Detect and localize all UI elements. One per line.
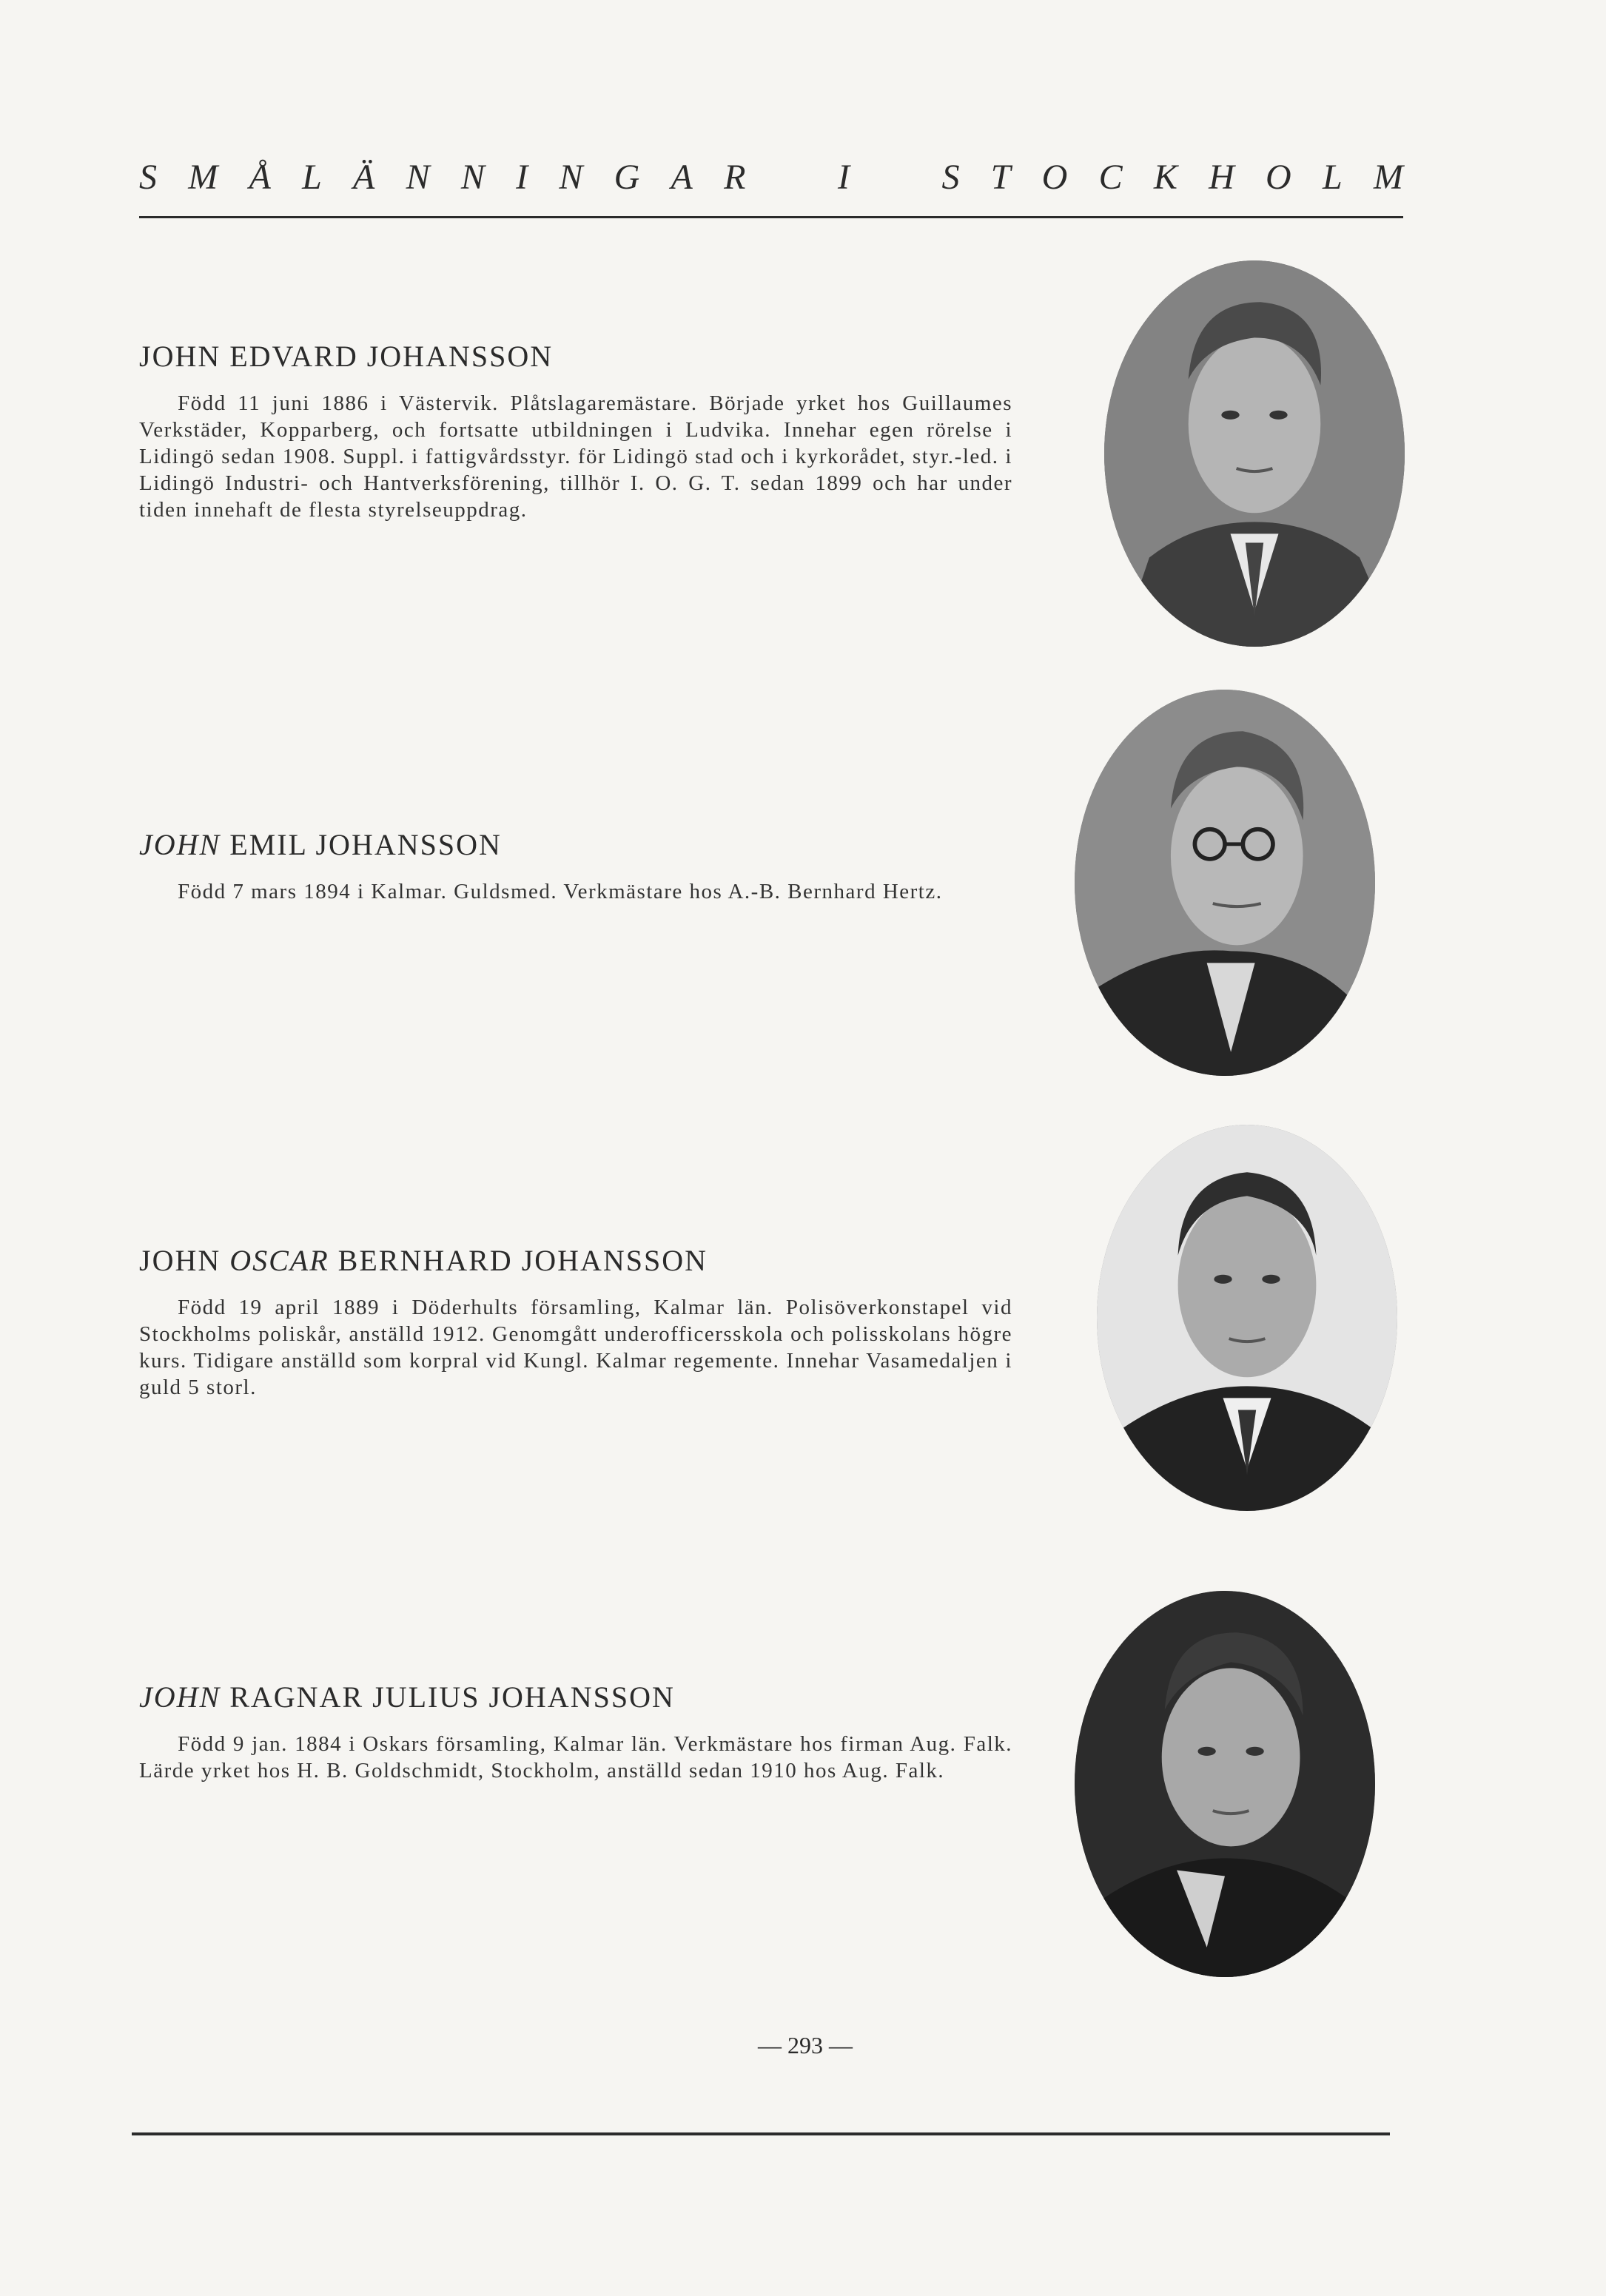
header-letter: L bbox=[1322, 158, 1343, 197]
person-name bbox=[139, 827, 1012, 862]
portrait-photo bbox=[1104, 260, 1405, 647]
person-name bbox=[139, 1680, 1012, 1714]
header-letter: T bbox=[990, 158, 1011, 197]
portrait-photo bbox=[1075, 690, 1375, 1076]
header-letter: R bbox=[724, 158, 746, 197]
person-biography: Född 11 juni 1886 i Västervik. Plåtslagaremästare. Började yrket hos Guillaumes Verkstäder, Kopparberg, och fortsatte utbildningen i Ludvika. Innehar egen rörelse i Lidingö sedan 1908. Suppl. i fattigvårdsstyr. för Lidingö stad och i kyrkorådet, styr.-led. i Lidingö Industri- och Hantverksförening, tillhör I. O. G. T. sedan 1899 och har under tiden innehaft de flesta styrelseuppdrag. bbox=[139, 391, 1012, 522]
name-rest: EMIL JOHANSSON bbox=[221, 828, 502, 861]
person-biography: Född 7 mars 1894 i Kalmar. Guldsmed. Verkmästare hos A.-B. Bernhard Hertz. bbox=[178, 880, 943, 903]
person-biography: Född 9 jan. 1884 i Oskars församling, Kalmar län. Verkmästare hos firman Aug. Falk. Lärde yrket hos H. B. Goldschmidt, Stockholm, anställd sedan 1910 hos Aug. Falk. bbox=[139, 1732, 1012, 1782]
page-number: — 293 — bbox=[758, 2032, 853, 2058]
name-italic-part: JOHN bbox=[139, 1680, 221, 1714]
header-letter: Å bbox=[249, 158, 271, 197]
header-letter: I bbox=[837, 158, 850, 197]
biography-entry bbox=[139, 339, 1012, 523]
header-letter: L bbox=[302, 158, 322, 197]
header-letter: S bbox=[941, 158, 960, 197]
header-letter: G bbox=[614, 158, 640, 197]
header-rule bbox=[139, 216, 1403, 218]
biography-entry bbox=[139, 1243, 1012, 1401]
header-letter: N bbox=[406, 158, 430, 197]
name-rest: BERNHARD JOHANSSON bbox=[329, 1244, 708, 1277]
portrait-photo bbox=[1075, 1591, 1375, 1977]
running-header bbox=[139, 157, 1403, 198]
header-letter: C bbox=[1098, 158, 1123, 197]
biography-entry bbox=[139, 827, 1012, 905]
name-italic-part: JOHN bbox=[139, 828, 221, 861]
header-letter: N bbox=[460, 158, 485, 197]
header-letter: H bbox=[1209, 158, 1234, 197]
person-name: JOHN EDVARD JOHANSSON bbox=[139, 340, 554, 373]
header-letter: M bbox=[188, 158, 218, 197]
portrait-photo bbox=[1097, 1125, 1397, 1511]
header-letter: O bbox=[1041, 158, 1068, 197]
person-name bbox=[139, 1243, 1012, 1278]
name-rest: RAGNAR JULIUS JOHANSSON bbox=[221, 1680, 675, 1714]
person-biography: Född 19 april 1889 i Döderhults församling, Kalmar län. Polisöverkonstapel vid Stockholms poliskår, anställd 1912. Genomgått underofficersskola och polisskolans högre kurs. Tidigare anställd som korpral vid Kungl. Kalmar regemente. Innehar Vasamedaljen i guld 5 storl. bbox=[139, 1296, 1012, 1399]
header-letter: N bbox=[559, 158, 583, 197]
name-italic-part: OSCAR bbox=[229, 1244, 329, 1277]
footer-rule bbox=[132, 2132, 1390, 2135]
name-pre: JOHN bbox=[139, 1244, 230, 1277]
header-letter: Ä bbox=[353, 158, 375, 197]
header-letter: K bbox=[1153, 158, 1177, 197]
header-letter: A bbox=[671, 158, 693, 197]
header-letter: I bbox=[516, 158, 528, 197]
biography-entry bbox=[139, 1680, 1012, 1784]
header-letter: O bbox=[1266, 158, 1291, 197]
header-letter: M bbox=[1373, 158, 1403, 197]
header-letter: S bbox=[139, 158, 157, 197]
